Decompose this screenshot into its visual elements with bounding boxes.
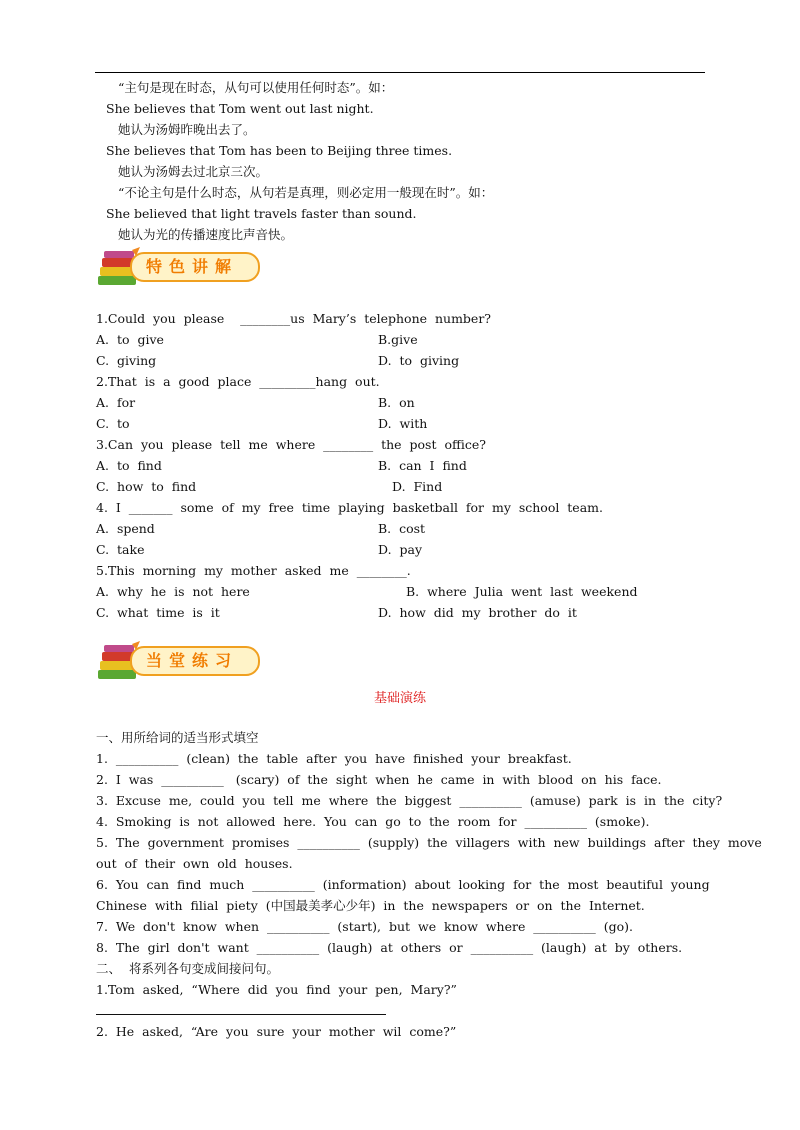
- fill-item: 7. We don't know when __________ (start), but we know where __________ (go).: [96, 919, 634, 934]
- fill-item: Chinese with filial piety (中国最美孝心少年) in the newspapers or on the Internet.: [96, 898, 645, 913]
- fill-item: out of their own old houses.: [96, 856, 293, 871]
- fill-item: 8. The girl don't want __________ (laugh) at others or __________ (laugh) at by others.: [96, 940, 683, 955]
- fill-item: 6. You can find much __________ (information) about looking for the most beautiful young: [96, 877, 710, 892]
- option-a: A. to find: [96, 458, 162, 473]
- question: 1.Could you please ________us Mary’s telephone number?: [96, 311, 492, 326]
- intro-line: She believed that light travels faster than sound.: [106, 206, 417, 221]
- question: 4. I _______ some of my free time playing basketball for my school team.: [96, 500, 603, 515]
- part1-title: 一、用所给词的适当形式填空: [96, 730, 259, 745]
- option-b: B. can I find: [378, 458, 467, 473]
- fill-item: 4. Smoking is not allowed here. You can go to the room for __________ (smoke).: [96, 814, 650, 829]
- option-c: C. giving: [96, 353, 157, 368]
- header-rule: [95, 72, 705, 73]
- rewrite-item: 1.Tom asked, “Where did you find your pen, Mary?”: [96, 982, 457, 997]
- banner-label: 特色讲解: [146, 257, 239, 276]
- intro-line: 她认为汤姆去过北京三次。: [118, 164, 269, 179]
- fill-item: 2. I was __________ (scary) of the sight when he came in with blood on his face.: [96, 772, 662, 787]
- option-c: C. to: [96, 416, 130, 431]
- part2-title: 二、 将系列各句变成间接问句。: [96, 961, 279, 976]
- option-a: A. why he is not here: [96, 584, 250, 599]
- intro-line: 她认为光的传播速度比声音快。: [118, 227, 294, 242]
- option-a: A. spend: [96, 521, 155, 536]
- fill-item: 5. The government promises __________ (supply) the villagers with new buildings after they move: [96, 835, 762, 850]
- option-d: D. pay: [378, 542, 423, 557]
- fill-item: 1. __________ (clean) the table after you have finished your breakfast.: [96, 751, 572, 766]
- option-c: C. take: [96, 542, 145, 557]
- intro-line: “主句是现在时态，从句可以使用任何时态”。如：: [118, 80, 394, 95]
- intro-line: She believes that Tom has been to Beijing three times.: [106, 143, 453, 158]
- option-a: A. to give: [96, 332, 164, 347]
- question: 3.Can you please tell me where ________ the post office?: [96, 437, 486, 452]
- intro-line: She believes that Tom went out last night.: [106, 101, 374, 116]
- option-d: D. to giving: [378, 353, 460, 368]
- banner-label: 当堂练习: [146, 651, 239, 670]
- option-d: D. with: [378, 416, 428, 431]
- practice-title: 基础演练: [373, 691, 426, 706]
- answer-line[interactable]: [96, 1014, 386, 1015]
- section-banner-features: [96, 246, 261, 290]
- option-b: B. cost: [378, 521, 426, 536]
- option-a: A. for: [96, 395, 136, 410]
- option-d: D. Find: [392, 479, 443, 494]
- option-c: C. what time is it: [96, 605, 220, 620]
- intro-line: “不论主句是什么时态，从句若是真理，则必定用一般现在时”。如：: [118, 185, 494, 200]
- rewrite-item: 2. He asked, “Are you sure your mother wil come?”: [96, 1024, 457, 1039]
- option-d: D. how did my brother do it: [378, 605, 577, 620]
- option-b: B. on: [378, 395, 415, 410]
- option-b: B.give: [378, 332, 418, 347]
- question: 5.This morning my mother asked me ________.: [96, 563, 411, 578]
- fill-item: 3. Excuse me, could you tell me where the biggest __________ (amuse) park is in the city?: [96, 793, 723, 808]
- section-banner-practice: [96, 640, 261, 684]
- option-c: C. how to find: [96, 479, 197, 494]
- option-b: B. where Julia went last weekend: [406, 584, 638, 599]
- question: 2.That is a good place _________hang out.: [96, 374, 380, 389]
- intro-line: 她认为汤姆昨晚出去了。: [118, 122, 256, 137]
